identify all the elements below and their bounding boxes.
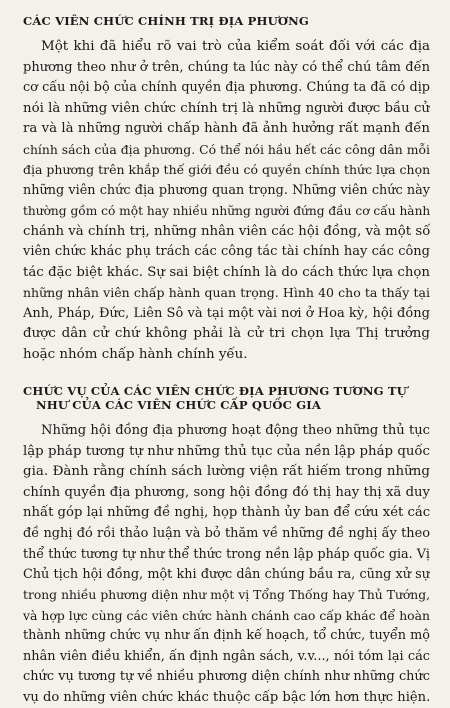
text-line: nói là những viên chức chính trị là những người được bầu cử <box>23 99 430 120</box>
text-line: nhân viên điều khiển, ấn định ngân sách, v.v..., nói tóm lại các <box>23 647 430 668</box>
text-line: những viên chức địa phương quan trọng. Những viên chức này <box>23 181 430 202</box>
text-line: phương theo như ở trên, chúng ta lúc này có thể chú tâm đến <box>23 58 430 79</box>
text-line: Anh, Pháp, Đức, Liên Sô và tại một vài nơi ở Hoa kỳ, hội đồng <box>23 304 430 325</box>
text-line: địa phương trên khắp thế giới đều có quyền chính thức lựa chọn <box>23 160 430 181</box>
text-line: chức vụ tương tự về nhiều phương diện chính như những chức <box>23 667 430 688</box>
section-title-local-vs-national-functions <box>23 384 430 412</box>
text-line: và hợp lực cùng các viên chức hành chánh cao cấp khác để hoàn <box>23 606 430 627</box>
text-line: tác đặc biệt khác. Sự sai biệt chính là do cách thức lựa chọn <box>23 263 430 284</box>
text-line: ra và là những người chấp hành đã ảnh hưởng rất mạnh đến <box>23 119 430 140</box>
text-line: vụ do những viên chức khác thuộc cấp bậc lớn hơn thực hiện. <box>23 688 430 708</box>
paragraph-local-political-officials <box>23 37 430 365</box>
text-line: chánh và chính trị, những nhân viên các hội đồng, và một số <box>23 222 430 243</box>
text-line: thể thức tương tự như thể thức trong nền lập pháp quốc gia. Vị <box>23 544 430 565</box>
section-title-line: NHƯ CỦA CÁC VIÊN CHỨC CẤP QUỐC GIA <box>23 398 430 412</box>
text-line: hoặc nhóm chấp hành chính yếu. <box>23 345 430 366</box>
text-line: Một khi đã hiểu rõ vai trò của kiểm soát đối với các địa <box>23 37 430 58</box>
section-title-line: CÁC VIÊN CHỨC CHÍNH TRỊ ĐỊA PHƯƠNG <box>23 14 430 28</box>
text-line: trong nhiều phương diện như một vị Tổng Thống hay Thủ Tướng, <box>23 585 430 606</box>
text-line: Chủ tịch hội đồng, một khi được dân chúng bầu ra, cũng xử sự <box>23 565 430 586</box>
text-line: lập pháp tương tự như những thủ tục của nền lập pháp quốc <box>23 442 430 463</box>
text-line: gia. Đành rằng chính sách lường viện rất hiếm trong những <box>23 462 430 483</box>
text-line: thành những chức vụ như ấn định kế hoạch, tổ chức, tuyển mộ <box>23 626 430 647</box>
text-line: chính sách của địa phương. Có thể nói hầu hết các công dân mỗi <box>23 140 430 161</box>
text-line: được dân cử chứ không phải là cử tri chọn lựa Thị trưởng <box>23 324 430 345</box>
text-line: viên chức khác phụ trách các công tác tài chính hay các công <box>23 242 430 263</box>
paragraph-local-vs-national-functions <box>23 421 430 708</box>
text-line: Những hội đồng địa phương hoạt động theo những thủ tục <box>23 421 430 442</box>
text-line: những nhân viên chấp hành quan trọng. Hình 40 cho ta thấy tại <box>23 283 430 304</box>
text-line: chính quyền địa phương, song hội đồng đó thị hay thị xã duy <box>23 483 430 504</box>
section-title-local-political-officials <box>23 14 430 28</box>
section-title-line: CHỨC VỤ CỦA CÁC VIÊN CHỨC ĐỊA PHƯƠNG TƯƠNG TỰ <box>23 384 430 398</box>
text-line: nhất góp lại những đề nghị, họp thành ủy ban để cứu xét các <box>23 503 430 524</box>
text-line: cơ cấu nội bộ của chính quyền địa phương. Chúng ta đã có dịp <box>23 78 430 99</box>
text-line: thường gồm có một hay nhiều những người đứng đầu cơ cấu hành <box>23 201 430 222</box>
text-line: đề nghị đó rồi thảo luận và bỏ thăm về những đề nghị ấy theo <box>23 524 430 545</box>
